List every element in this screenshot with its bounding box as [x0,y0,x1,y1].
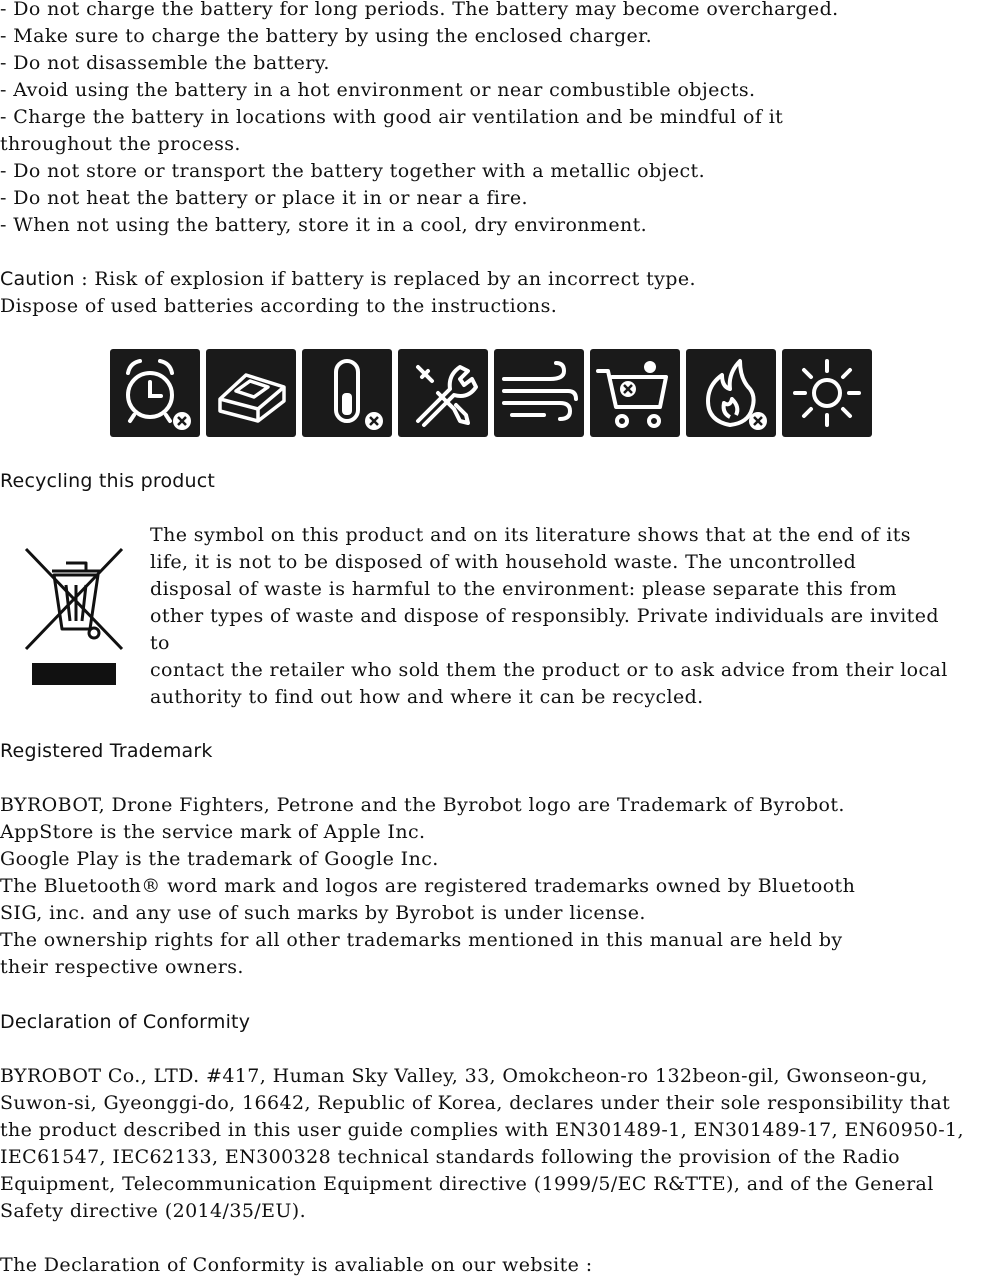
caution-line-2: Dispose of used batteries according to the instructions. [0,295,558,317]
fire-icon [686,349,776,437]
wind-icon [494,349,584,437]
recycling-text-line: authority to find out how and where it can be recycled. [150,686,704,708]
battery-safety-icons [110,349,872,438]
sun-icon [782,349,872,437]
caution-text: : Risk of explosion if battery is replaced by an incorrect type. [74,268,696,290]
wrench-icon [398,349,488,437]
recycling-text-line: to [150,632,170,654]
conformity-line: BYROBOT Co., LTD. #417, Human Sky Valley, 33, Omokcheon-ro 132beon-gil, Gwonseon-gu, [0,1065,928,1087]
trademark-line: their respective owners. [0,956,244,978]
battery-icon [302,349,392,437]
recycling-heading: Recycling this product [0,470,216,492]
trademark-line: The ownership rights for all other trademarks mentioned in this manual are held by [0,929,843,951]
conformity-line: IEC61547, IEC62133, EN300328 technical standards following the provision of the Radio [0,1146,901,1168]
trademark-heading: Registered Trademark [0,740,213,762]
warning-line: - Do not disassemble the battery. [0,52,330,74]
caution-label: Caution [0,268,75,290]
recycling-text-line: disposal of waste is harmful to the environment: please separate this from [150,578,897,600]
warning-line: - Charge the battery in locations with good air ventilation and be mindful of it [0,106,784,128]
warning-line: - When not using the battery, store it in a cool, dry environment. [0,214,648,236]
recycling-text-line: contact the retailer who sold them the product or to ask advice from their local [150,659,948,681]
warning-line: throughout the process. [0,133,241,155]
trademark-line: Google Play is the trademark of Google Inc. [0,848,439,870]
recycling-text-line: other types of waste and dispose of responsibly. Private individuals are invited [150,605,939,627]
conformity-heading: Declaration of Conformity [0,1011,251,1033]
conformity-website-line: The Declaration of Conformity is avaliable on our website : [0,1254,593,1276]
warning-line: - Do not heat the battery or place it in or near a fire. [0,187,528,209]
weee-crossed-bin-icon [22,545,126,687]
trademark-line: AppStore is the service mark of Apple Inc. [0,821,426,843]
recycling-text-line: life, it is not to be disposed of with household waste. The uncontrolled [150,551,857,573]
conformity-line: Safety directive (2014/35/EU). [0,1200,307,1222]
warning-line: - Make sure to charge the battery by using the enclosed charger. [0,25,653,47]
warning-line: - Do not store or transport the battery together with a metallic object. [0,160,706,182]
shopping-cart-icon [590,349,680,437]
recycling-text-line: The symbol on this product and on its literature shows that at the end of its [150,524,911,546]
trademark-line: SIG, inc. and any use of such marks by Byrobot is under license. [0,902,646,924]
warning-line: - Avoid using the battery in a hot environment or near combustible objects. [0,79,756,101]
alarm-clock-icon [110,349,200,437]
conformity-line: Equipment, Telecommunication Equipment directive (1999/5/EC R&TTE), and of the General [0,1173,934,1195]
warning-line: - Do not charge the battery for long periods. The battery may become overcharged. [0,0,839,20]
conformity-line: the product described in this user guide complies with EN301489-1, EN301489-17, EN60950-1, [0,1119,964,1141]
trademark-line: BYROBOT, Drone Fighters, Petrone and the Byrobot logo are Trademark of Byrobot. [0,794,845,816]
caution-line [0,266,696,293]
conformity-line: Suwon-si, Gyeonggi-do, 16642, Republic of Korea, declares under their sole responsibility that [0,1092,951,1114]
charger-icon [206,349,296,437]
trademark-line: The Bluetooth® word mark and logos are registered trademarks owned by Bluetooth [0,875,856,897]
